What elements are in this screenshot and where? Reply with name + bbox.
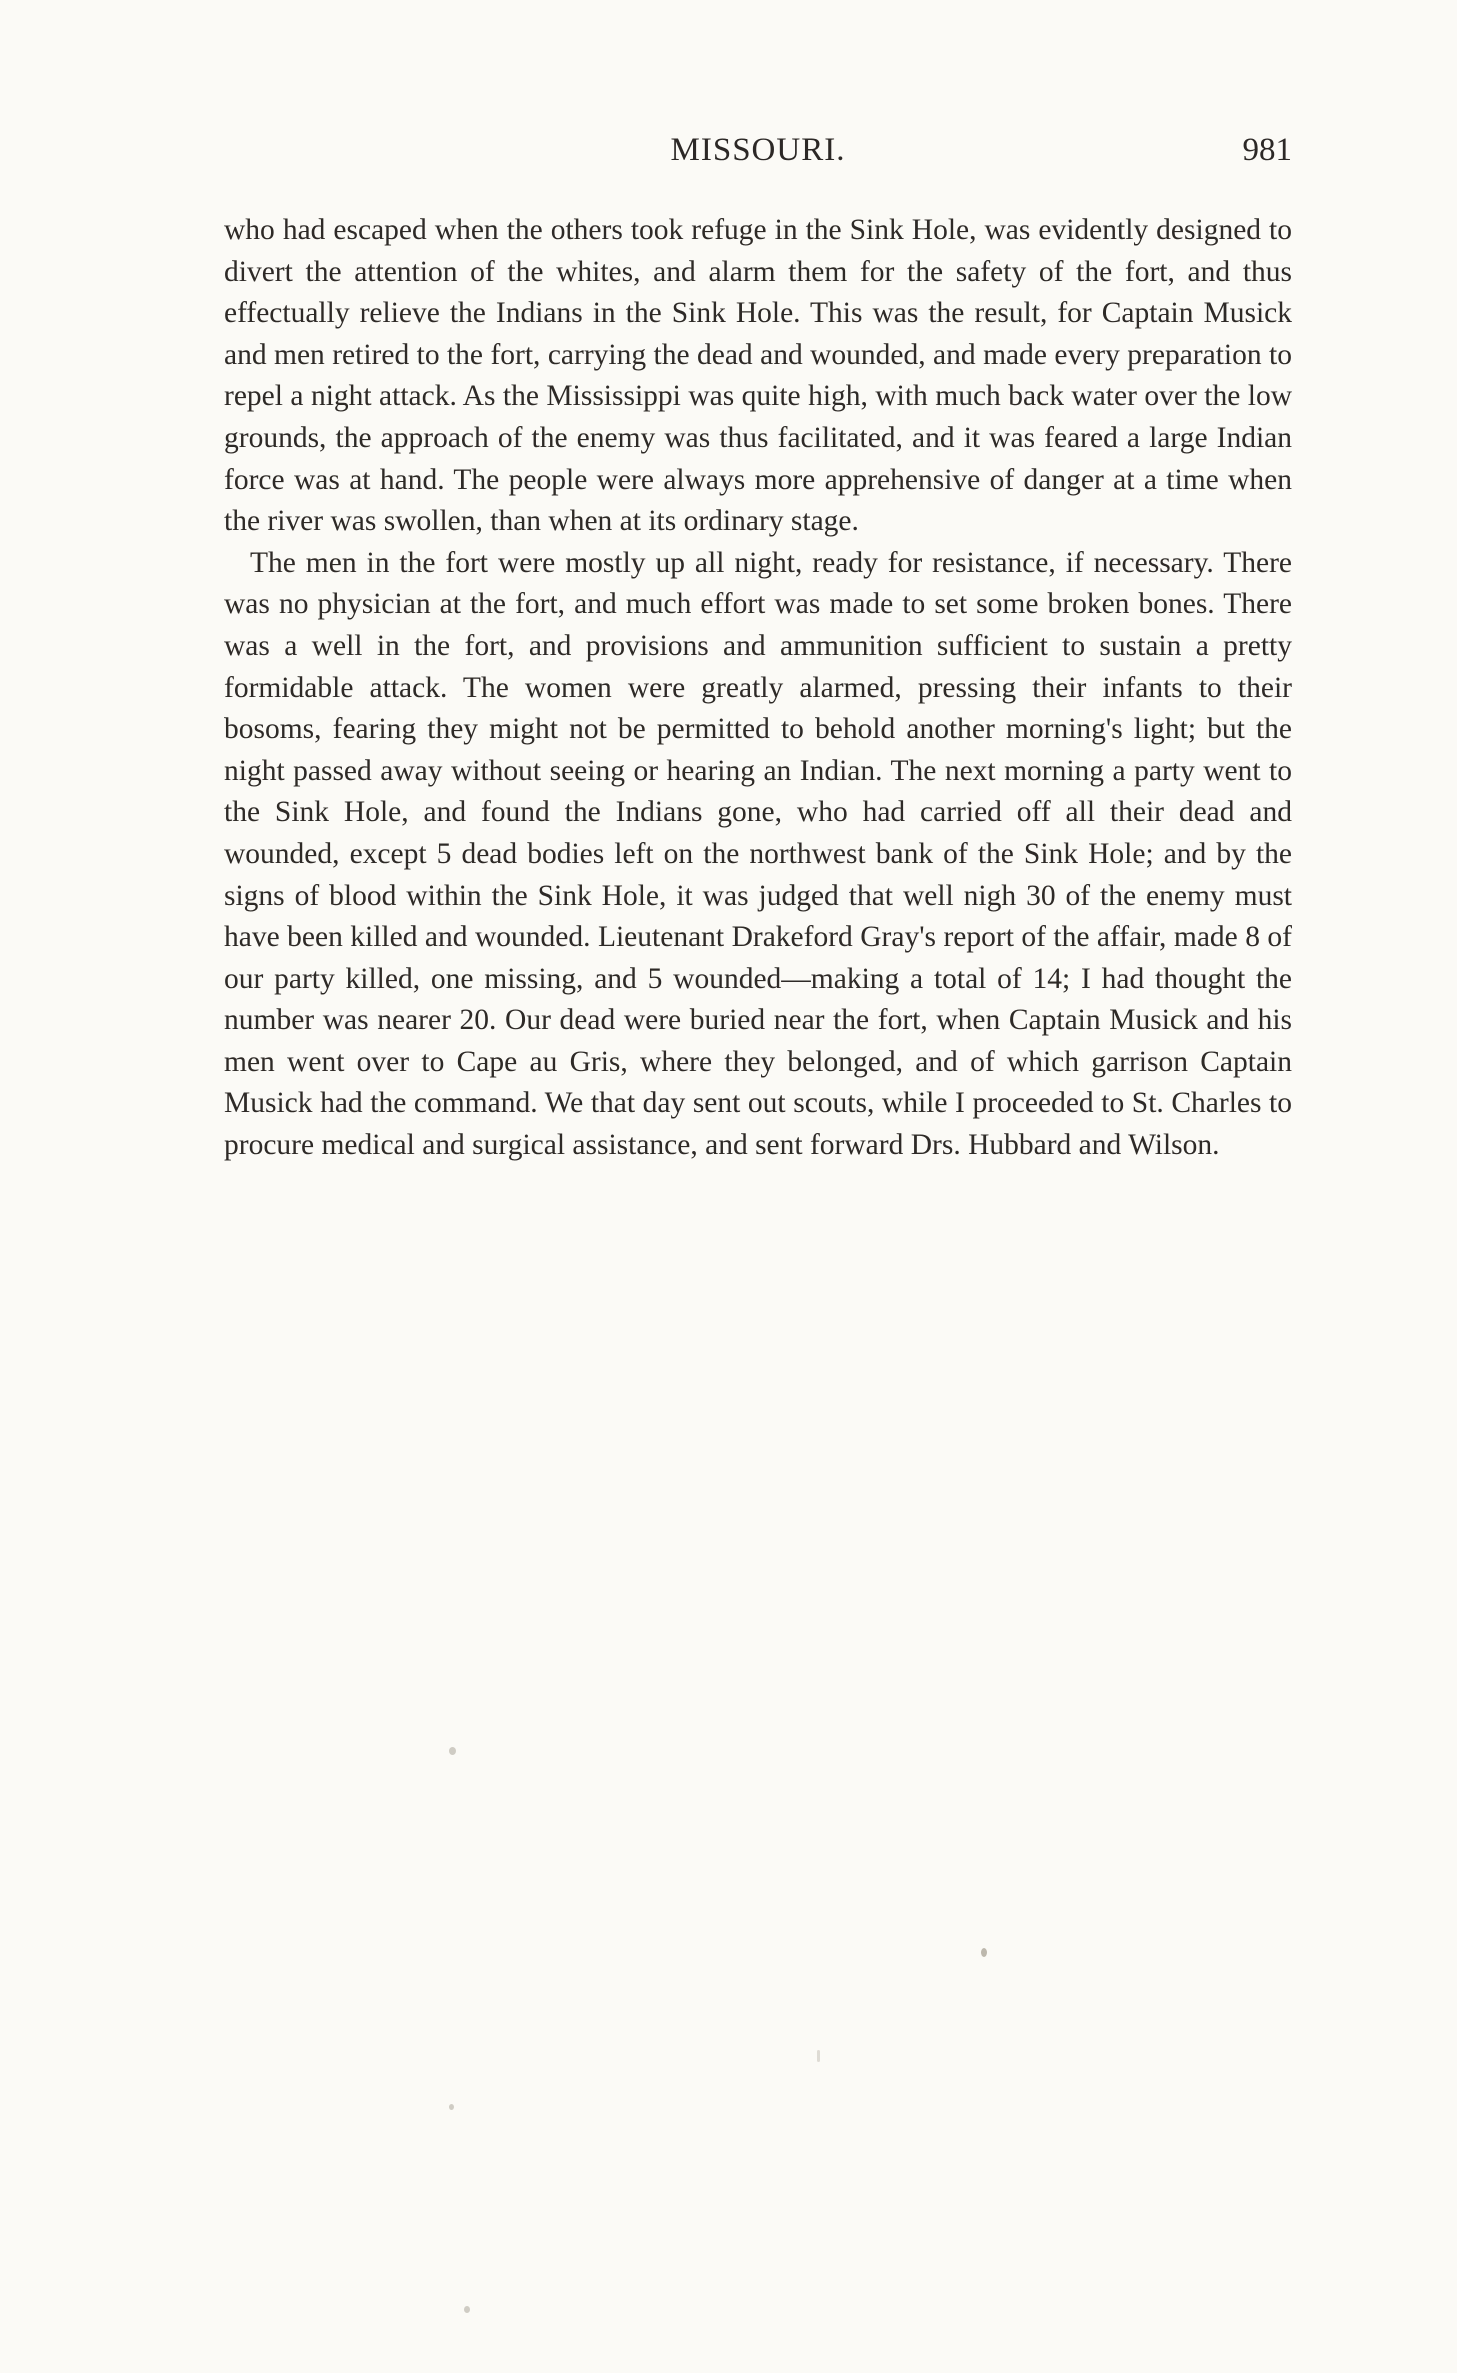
paper-speck (817, 2050, 820, 2062)
page-title: MISSOURI. (670, 132, 846, 168)
paragraph: The men in the fort were mostly up all night, ready for resistance, if necessary. There was no physician at the fort, and much effort was made to set some broken bones. There was a well in the fort, and provisions and ammunition sufficient to sustain a pretty formidable attack. The women were greatly alarmed, pressing their infants to their bosoms, fearing they might not be permitted to behold another morning's light; but the night passed away without seeing or hearing an Indian. The next morning a party went to the Sink Hole, and found the Indians gone, who had carried off all their dead and wounded, except 5 dead bodies left on the northwest bank of the Sink Hole; and by the signs of blood within the Sink Hole, it was judged that well nigh 30 of the enemy must have been killed and wounded. Lieutenant Drakeford Gray's report of the affair, made 8 of our party killed, one missing, and 5 wounded—making a total of 14; I had thought the number was nearer 20. Our dead were buried near the fort, when Captain Musick and his men went over to Cape au Gris, where they belonged, and of which garrison Captain Musick had the command. We that day sent out scouts, while I proceeded to St. Charles to procure medical and surgical assistance, and sent forward Drs. Hubbard and Wilson. (224, 546, 1292, 1162)
running-head (224, 128, 1292, 172)
body-text (224, 210, 1292, 1167)
paper-speck (449, 2104, 454, 2110)
paper-speck (464, 2306, 470, 2313)
paragraph-continued: who had escaped when the others took refuge in the Sink Hole, was evidently designed to divert the attention of the whites, and alarm them for the safety of the fort, and thus effectually relieve the Indians in the Sink Hole. This was the result, for Captain Musick and men retired to the fort, carrying the dead and wounded, and made every preparation to repel a night attack. As the Mississippi was quite high, with much back water over the low grounds, the approach of the enemy was thus facilitated, and it was feared a large Indian force was at hand. The people were always more apprehensive of danger at a time when the river was swollen, than when at its ordinary stage. (224, 214, 1292, 538)
page-number: 981 (1242, 132, 1292, 168)
paper-speck (449, 1747, 456, 1755)
paper-speck (981, 1948, 987, 1957)
